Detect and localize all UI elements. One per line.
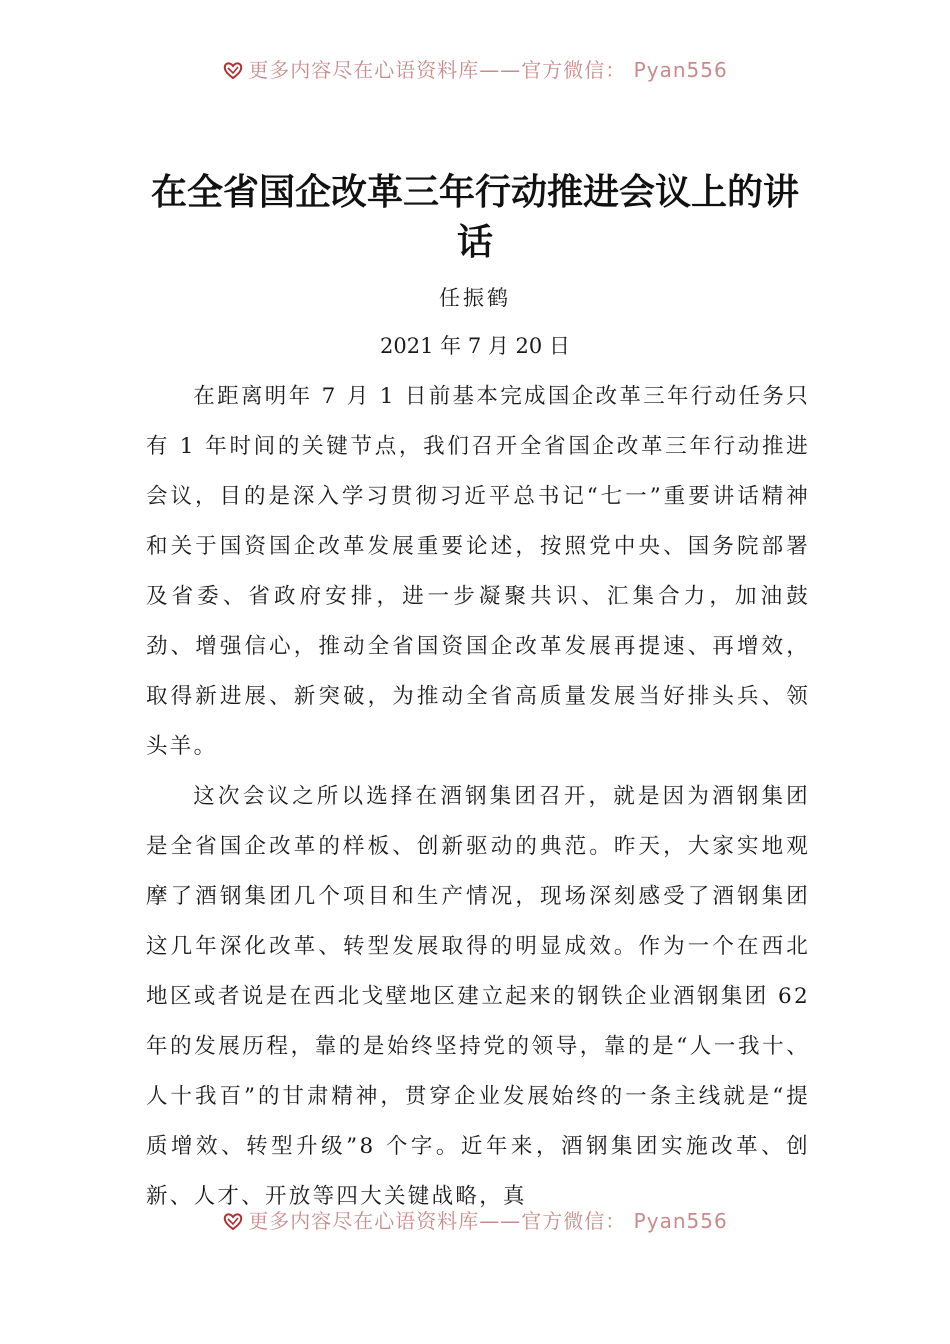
watermark-text: 更多内容尽在心语资料库——官方微信： Pyan556: [248, 58, 728, 82]
document-date: 2021 年 7 月 20 日: [380, 334, 570, 358]
heart-logo-icon: [222, 59, 244, 81]
document-body: [146, 372, 810, 1222]
watermark-text: 更多内容尽在心语资料库——官方微信： Pyan556: [248, 1209, 728, 1233]
paragraph-2: 这次会议之所以选择在酒钢集团召开，就是因为酒钢集团是全省国企改革的样板、创新驱动的典范。昨天，大家实地观摩了酒钢集团几个项目和生产情况，现场深刻感受了酒钢集团这几年深化改革、转型发展取得的明显成效。作为一个在西北地区或者说是在西北戈壁地区建立起来的钢铁企业酒钢集团 62 年的发展历程，靠的是始终坚持党的领导，靠的是“人一我十、人十我百”的甘肃精神，贯穿企业发展始终的一条主线就是“提质增效、转型升级”8 个字。近年来，酒钢集团实施改革、创新、人才、开放等四大关键战略，真: [146, 784, 810, 1209]
heart-logo-icon: [222, 1210, 244, 1232]
watermark-footer: [0, 1208, 950, 1234]
document-author: 任振鹤: [439, 286, 511, 310]
watermark-header: [0, 57, 950, 83]
paragraph-1: 在距离明年 7 月 1 日前基本完成国企改革三年行动任务只有 1 年时间的关键节点，我们召开全省国企改革三年行动推进会议，目的是深入学习贯彻习近平总书记“七一”重要讲话精神和关于国资国企改革发展重要论述，按照党中央、国务院部署及省委、省政府安排，进一步凝聚共识、汇集合力，加油鼓劲、增强信心，推动全省国资国企改革发展再提速、再增效，取得新进展、新突破，为推动全省高质量发展当好排头兵、领头羊。: [146, 384, 810, 759]
document-title: 在全省国企改革三年行动推进会议上的讲话: [150, 172, 799, 263]
